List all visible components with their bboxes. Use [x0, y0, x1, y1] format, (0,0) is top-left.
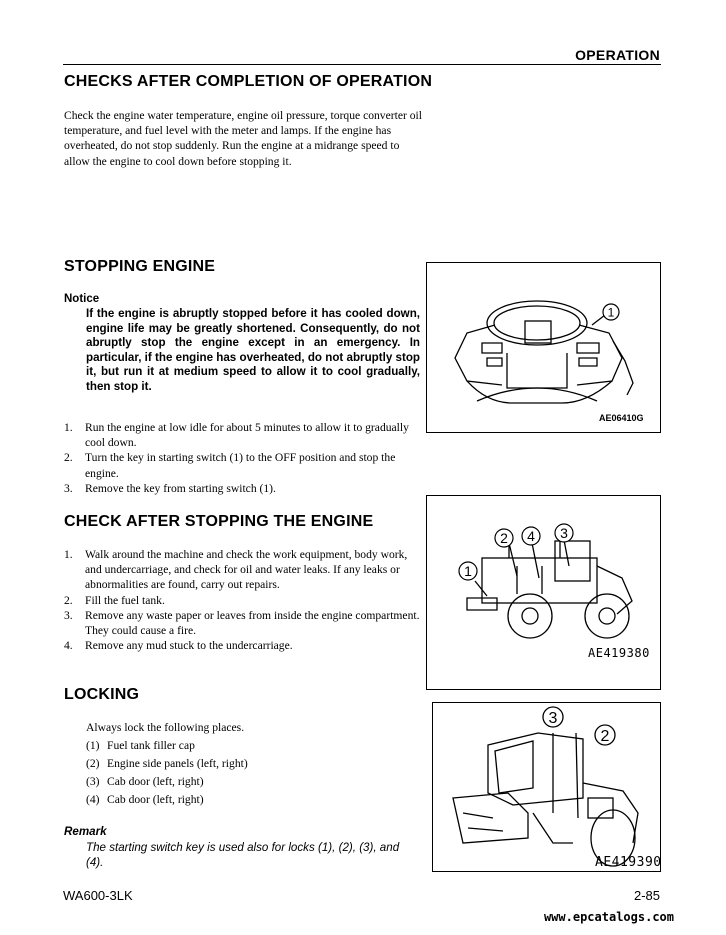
list-item	[64, 420, 420, 450]
stopping-engine-steps	[64, 420, 420, 496]
list-item	[64, 481, 420, 496]
watermark: www.epcatalogs.com	[543, 910, 674, 924]
list-item	[86, 737, 386, 755]
list-text: Engine side panels (left, right)	[107, 757, 248, 770]
list-item	[64, 593, 420, 608]
section-header: OPERATION	[575, 47, 660, 63]
list-number: 1.	[64, 421, 73, 434]
callout-label: 2	[600, 728, 610, 745]
notice-title: Notice	[64, 293, 100, 305]
list-item	[86, 755, 386, 773]
list-number: 3.	[64, 481, 73, 495]
callout-label: 4	[527, 528, 535, 544]
callout-label: 1	[607, 305, 615, 320]
list-number: (2)	[86, 757, 100, 770]
heading-checks-after-completion: CHECKS AFTER COMPLETION OF OPERATION	[64, 73, 433, 90]
footer-page-number: 2-85	[633, 888, 660, 903]
list-number: 4.	[64, 639, 73, 653]
notice-text: If the engine is abruptly stopped before it has cooled down, engine life may be greatly shortened. Consequently, do not abruptly stop the engine except in an emergency. In particular, if the engine has overheated, do not abruptly stop it, but run it at medium speed to allow it to cool gradually, then stop it.	[86, 307, 420, 393]
list-item	[64, 608, 420, 638]
list-item	[86, 791, 386, 809]
figure-code: AE419390	[595, 855, 662, 870]
list-item	[64, 638, 420, 653]
checks-after-completion-body: Check the engine water temperature, engine oil pressure, torque converter oil temperature, and fuel level with the meter and lamps. If the engine has overheated, do not stop suddenly. Run the engine at a midrange speed to allow the engine to cool down before stopping it.	[64, 109, 422, 168]
list-number: (1)	[86, 739, 100, 752]
locking-intro: Always lock the following places.	[86, 721, 245, 734]
locking-items	[86, 737, 386, 809]
remark-text: The starting switch key is used also for locks (1), (2), (3), and (4).	[86, 841, 400, 869]
list-number: (4)	[86, 793, 100, 806]
list-text: Remove any mud stuck to the undercarriage.	[85, 639, 293, 653]
figure-dashboard	[426, 262, 661, 433]
list-item	[64, 547, 420, 593]
list-text: Turn the key in starting switch (1) to the OFF position and stop the engine.	[85, 451, 396, 480]
list-number: (3)	[86, 775, 100, 788]
callout-label: 2	[500, 530, 508, 546]
list-item	[86, 773, 386, 791]
figure-loader-side	[426, 495, 661, 690]
cab-illustration	[433, 703, 660, 871]
list-text: Cab door (left, right)	[107, 775, 204, 788]
loader-side-illustration	[427, 496, 660, 689]
footer-model: WA600-3LK	[63, 888, 133, 903]
callout-label: 1	[464, 563, 472, 579]
figure-code: AE419380	[588, 646, 650, 660]
list-text: Remove any waste paper or leaves from inside the engine compartment. They could cause a fire.	[85, 608, 420, 638]
figure-cab	[432, 702, 661, 872]
dashboard-illustration	[427, 263, 660, 432]
heading-locking: LOCKING	[64, 686, 140, 703]
list-text: Run the engine at low idle for about 5 minutes to allow it to gradually cool down.	[85, 421, 409, 450]
list-text: Remove the key from starting switch (1).	[85, 481, 276, 495]
list-number: 3.	[64, 608, 73, 622]
callout-label: 3	[548, 710, 558, 727]
list-number: 2.	[64, 451, 73, 465]
list-text: Walk around the machine and check the work equipment, body work, and undercarriage, and check for oil and water leaks. If any leaks or abnormalities are found, carry out repairs.	[85, 548, 408, 592]
list-item	[64, 450, 420, 480]
list-number: 1.	[64, 548, 73, 561]
header-rule	[63, 64, 661, 65]
remark-title: Remark	[64, 825, 107, 838]
list-text: Cab door (left, right)	[107, 793, 204, 806]
list-text: Fill the fuel tank.	[85, 593, 165, 607]
check-after-stopping-steps	[64, 547, 420, 653]
callout-label: 3	[560, 525, 568, 541]
list-number: 2.	[64, 593, 73, 607]
list-text: Fuel tank filler cap	[107, 739, 195, 752]
heading-check-after-stopping: CHECK AFTER STOPPING THE ENGINE	[64, 513, 374, 530]
figure-code: AE06410G	[599, 413, 644, 423]
heading-stopping-engine: STOPPING ENGINE	[64, 258, 216, 275]
